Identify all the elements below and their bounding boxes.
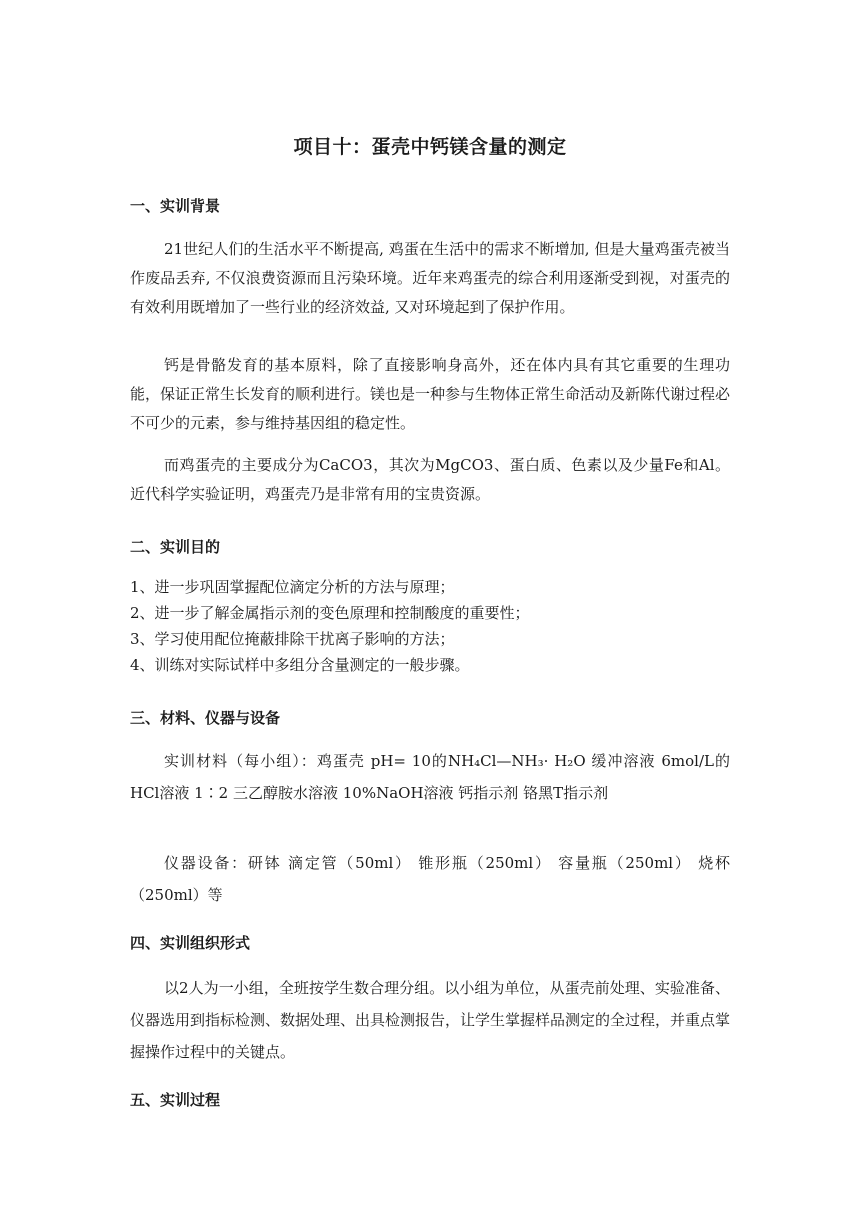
objectives-list — [130, 574, 730, 678]
section-heading-background: 一、实训背景 — [130, 197, 221, 215]
section-heading-process: 五、实训过程 — [130, 1091, 221, 1109]
background-paragraph-3: 而鸡蛋壳的主要成分为CaCO3，其次为MgCO3、蛋白质、色素以及少量Fe和Al。近代科学实验证明，鸡蛋壳乃是非常有用的宝贵资源。 — [130, 456, 730, 503]
equipment-paragraph: 仪器设备：研钵 滴定管（50ml） 锥形瓶（250ml） 容量瓶（250ml） 烧杯（250ml）等 — [130, 854, 730, 904]
list-item: 2、进一步了解金属指示剂的变色原理和控制酸度的重要性； — [130, 604, 530, 622]
background-paragraph-1: 21世纪人们的生活水平不断提高, 鸡蛋在生活中的需求不断增加, 但是大量鸡蛋壳被当作废品丢弃, 不仅浪费资源而且污染环境。近年来鸡蛋壳的综合利用逐渐受到视，对蛋壳的有效利用既增加了一些行业的经济效益, 又对环境起到了保护作用。 — [130, 240, 730, 316]
organization-paragraph: 以2人为一小组，全班按学生数合理分组。以小组为单位，从蛋壳前处理、实验准备、仪器选用到指标检测、数据处理、出具检测报告，让学生掌握样品测定的全过程，并重点掌握操作过程中的关键点。 — [130, 979, 731, 1061]
section-heading-materials: 三、材料、仪器与设备 — [130, 709, 281, 727]
materials-paragraph: 实训材料（每小组）：鸡蛋壳 pH= 10的NH₄Cl—NH₃· H₂O 缓冲溶液 6mol/L的HCl溶液 1∶2 三乙醇胺水溶液 10%NaOH溶液 钙指示剂 铬黑T指示剂 — [130, 752, 730, 802]
list-item: 1、进一步巩固掌握配位滴定分析的方法与原理； — [130, 578, 455, 596]
page-title: 项目十：蛋壳中钙镁含量的测定 — [293, 136, 567, 158]
section-heading-organization: 四、实训组织形式 — [130, 934, 251, 952]
background-paragraph-2: 钙是骨骼发育的基本原料，除了直接影响身高外，还在体内具有其它重要的生理功能，保证正常生长发育的顺利进行。镁也是一种参与生物体正常生命活动及新陈代谢过程必不可少的元素，参与维持基因组的稳定性。 — [130, 356, 731, 432]
section-heading-objectives: 二、实训目的 — [130, 538, 221, 556]
list-item: 4、训练对实际试样中多组分含量测定的一般步骤。 — [130, 656, 470, 674]
list-item: 3、学习使用配位掩蔽排除干扰离子影响的方法； — [130, 630, 455, 648]
